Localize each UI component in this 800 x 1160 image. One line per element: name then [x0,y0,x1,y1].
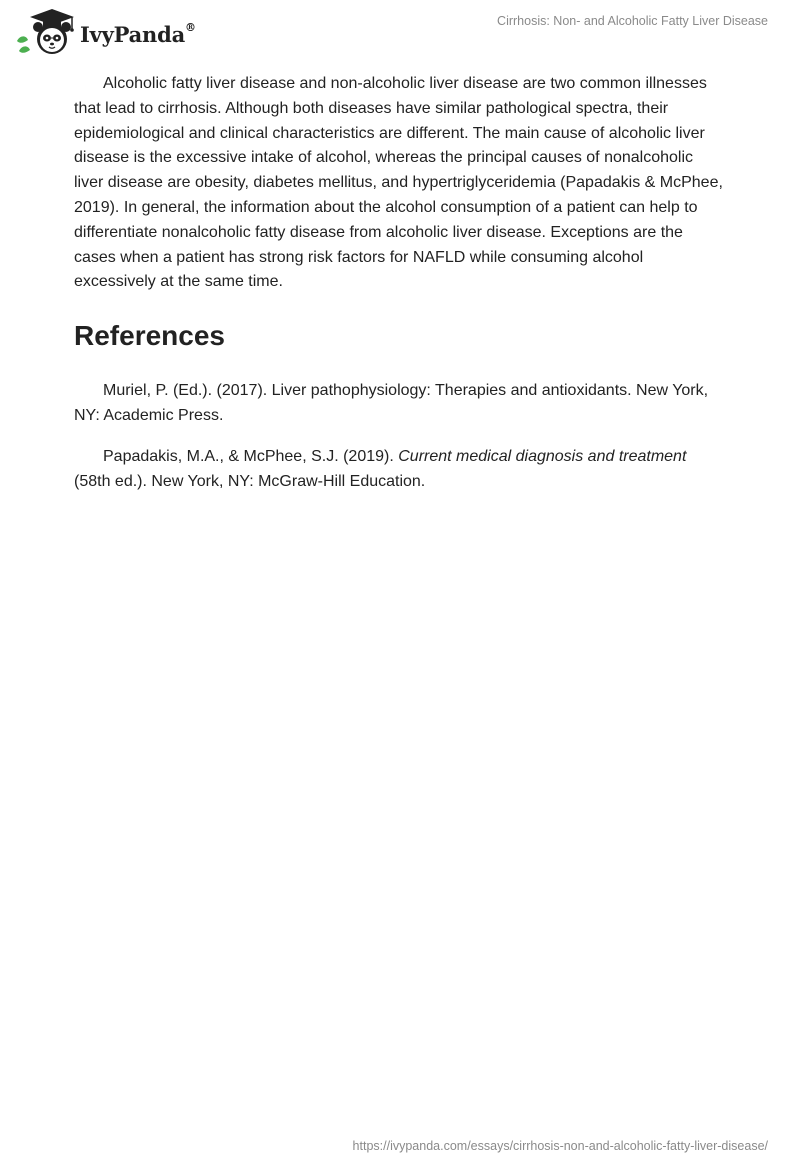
panda-graduate-icon [14,7,76,57]
document-title: Cirrhosis: Non- and Alcoholic Fatty Liver Disease [497,14,768,28]
page-header [0,0,800,60]
reference-item: Muriel, P. (Ed.). (2017). Liver pathophysiology: Therapies and antioxidants. New York, NY: Academic Press. [74,382,709,424]
essay-content [74,72,726,494]
ivypanda-logo[interactable] [14,7,196,57]
brand-name [80,22,196,47]
reference-title: Current medical diagnosis and treatment [398,447,687,465]
source-url[interactable]: https://ivypanda.com/essays/cirrhosis-non-and-alcoholic-fatty-liver-disease/ [352,1139,768,1153]
reference-suffix: (58th ed.). New York, NY: McGraw-Hill Education. [74,472,426,490]
brand-name-text: IvyPanda [80,21,186,47]
reference-item [74,445,726,495]
reference-prefix: Papadakis, M.A., & McPhee, S.J. (2019). [103,447,399,465]
references-heading: References [74,320,225,352]
registered-mark: ® [185,20,196,34]
body-paragraph: Alcoholic fatty liver disease and non-alcoholic liver disease are two common illnesses that lead to cirrhosis. Although both diseases have similar pathological spectra, their epidemiological and clinical characteristics are different. The main cause of alcoholic liver disease is the excessive intake of alcohol, whereas the principal causes of nonalcoholic liver disease are obesity, diabetes mellitus, and hypertriglyceridemia (Papadakis & McPhee, 2019). In general, the information about the alcohol consumption of a patient can help to differentiate nonalcoholic fatty disease from alcoholic liver disease. Exceptions are the cases when a patient has strong risk factors for NAFLD while consuming alcohol excessively at the same time. [74,75,723,291]
